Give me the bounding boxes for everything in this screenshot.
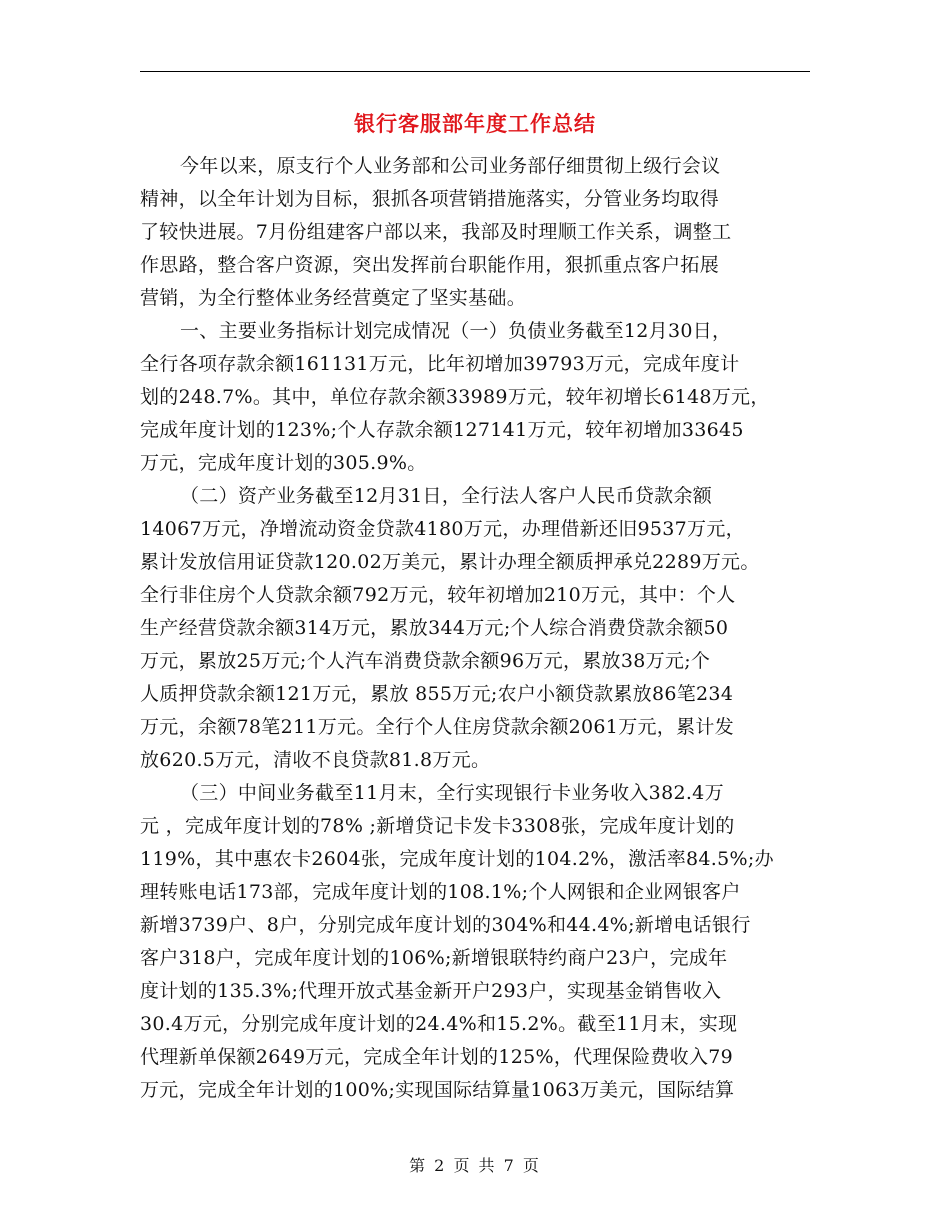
body-line: 元 ，完成年度计划的78% ;新增贷记卡发卡3308张，完成年度计划的 xyxy=(140,815,735,837)
body-line: 理转账电话173部，完成年度计划的108.1%;个人网银和企业网银客户 xyxy=(140,881,741,903)
body-line: 作思路，整合客户资源，突出发挥前台职能作用，狠抓重点客户拓展 xyxy=(140,254,720,276)
body-line: 一、主要业务指标计划完成情况（一）负债业务截至12月30日， xyxy=(180,320,732,342)
body-line: 度计划的135.3%;代理开放式基金新开户293户，实现基金销售收入 xyxy=(140,980,722,1002)
body-line: 万元，完成全年计划的100%;实现国际结算量1063万美元，国际结算 xyxy=(140,1079,735,1101)
body-line: 今年以来，原支行个人业务部和公司业务部仔细贯彻上级行会议 xyxy=(180,155,721,177)
body-line: 14067万元，净增流动资金贷款4180万元，办理借新还旧9537万元， xyxy=(140,518,745,540)
body-line: 放620.5万元，清收不良贷款81.8万元。 xyxy=(140,749,491,771)
body-line: 营销，为全行整体业务经营奠定了坚实基础。 xyxy=(140,287,527,309)
body-line: 全行各项存款余额161131万元，比年初增加39793万元，完成年度计 xyxy=(140,353,740,375)
document-body xyxy=(140,150,820,1107)
body-line: 生产经营贷款余额314万元，累放344万元;个人综合消费贷款余额50 xyxy=(140,617,729,639)
body-line: 全行非住房个人贷款余额792万元，较年初增加210万元，其中：个人 xyxy=(140,584,736,606)
body-line: 了较快进展。7月份组建客户部以来，我部及时理顺工作关系，调整工 xyxy=(140,221,732,243)
body-line: 万元，累放25万元;个人汽车消费贷款余额96万元，累放38万元;个 xyxy=(140,650,711,672)
header-rule xyxy=(140,71,810,72)
body-line: 万元，完成年度计划的305.9%。 xyxy=(140,452,427,474)
body-line: 代理新单保额2649万元，完成全年计划的125%，代理保险费收入79 xyxy=(140,1046,734,1068)
body-line: 精神，以全年计划为目标，狠抓各项营销措施落实，分管业务均取得 xyxy=(140,188,720,210)
document-title: 银行客服部年度工作总结 xyxy=(354,111,596,136)
body-line: 累计发放信用证贷款120.02万美元，累计办理全额质押承兑2289万元。 xyxy=(140,551,760,573)
body-line: 119%，其中惠农卡2604张，完成年度计划的104.2%，激活率84.5%;办 xyxy=(140,848,774,870)
body-line: （三）中间业务截至11月末，全行实现银行卡业务收入382.4万 xyxy=(180,782,724,804)
body-line: 万元，余额78笔211万元。全行个人住房贷款余额2061万元，累计发 xyxy=(140,716,734,738)
body-line: 划的248.7%。其中，单位存款余额33989万元，较年初增长6148万元， xyxy=(140,386,770,408)
body-line: 人质押贷款余额121万元，累放 855万元;农户小额贷款累放86笔234 xyxy=(140,683,734,705)
body-line: 客户318户，完成年度计划的106%;新增银联特约商户23户，完成年 xyxy=(140,947,728,969)
page-footer: 第 2 页 共 7 页 xyxy=(409,1156,541,1175)
body-line: （二）资产业务截至12月31日，全行法人客户人民币贷款余额 xyxy=(180,485,713,507)
body-line: 30.4万元，分别完成年度计划的24.4%和15.2%。截至11月末，实现 xyxy=(140,1013,738,1035)
body-line: 新增3739户、8户，分别完成年度计划的304%和44.4%;新增电话银行 xyxy=(140,914,751,936)
body-line: 完成年度计划的123%;个人存款余额127141万元，较年初增加33645 xyxy=(140,419,744,441)
